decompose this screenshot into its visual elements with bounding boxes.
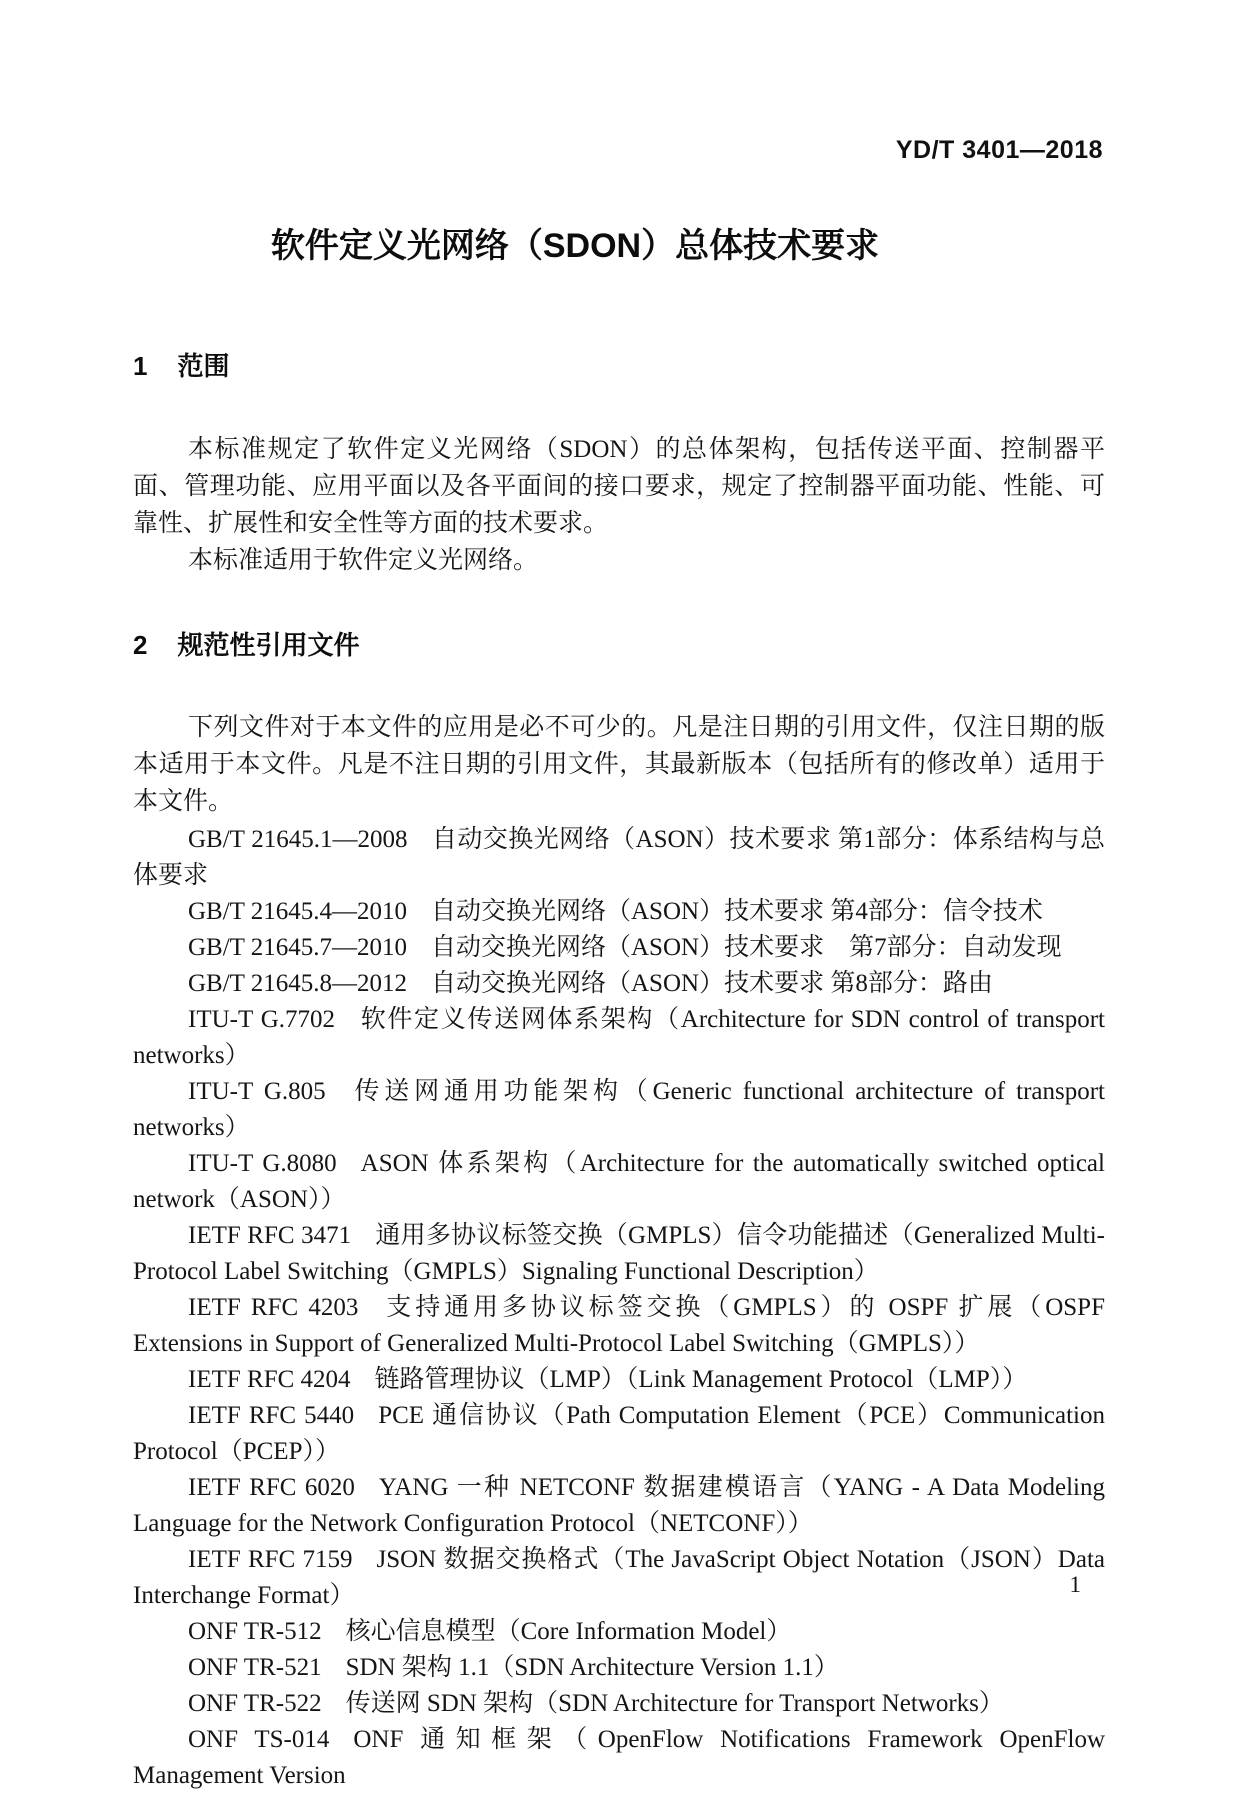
reference-text: 核心信息模型（Core Information Model） [345,1618,792,1645]
section-references-heading [133,627,1105,663]
reference-text: 软件定义传送网体系架构（Architecture for SDN control of transport networks） [133,1006,1105,1069]
reference-item [133,1074,1105,1146]
references-intro-paragraph: 下列文件对于本文件的应用是必不可少的。凡是注日期的引用文件，仅注日期的版本适用于本文件。凡是不注日期的引用文件，其最新版本（包括所有的修改单）适用于本文件。 [133,714,1105,815]
reference-code: ITU-T G.805 [188,1078,326,1105]
page-number: 1 [1069,1572,1081,1597]
reference-code: IETF RFC 3471 [188,1222,352,1249]
reference-text: YANG 一种 NETCONF 数据建模语言（YANG - A Data Modeling Language for the Network Configuration Protocol（NETCONF）） [133,1474,1105,1537]
page-content [133,348,1105,1794]
reference-item [133,1722,1105,1794]
reference-item [133,1218,1105,1290]
reference-text: 自动交换光网络（ASON）技术要求 第8部分：路由 [431,970,993,997]
reference-code: ONF TR-521 [188,1654,322,1681]
reference-code: IETF RFC 4204 [188,1366,351,1393]
reference-text: SDN 架构 1.1（SDN Architecture Version 1.1） [345,1654,839,1681]
reference-item [133,930,1105,966]
reference-code: GB/T 21645.4—2010 [188,898,407,925]
reference-item [133,1542,1105,1614]
reference-item [133,1686,1105,1722]
reference-item [133,1650,1105,1686]
reference-item [133,1470,1105,1542]
reference-text: ONF 通知框架（OpenFlow Notifications Framework OpenFlow Management Version [133,1726,1105,1789]
reference-code: IETF RFC 7159 [188,1546,353,1573]
reference-item [133,1002,1105,1074]
reference-item [133,1614,1105,1650]
reference-text: 链路管理协议（LMP）（Link Management Protocol（LMP）） [374,1366,1028,1393]
reference-code: GB/T 21645.1—2008 [188,826,408,853]
doc-title: 软件定义光网络（SDON）总体技术要求 [270,227,880,265]
reference-code: IETF RFC 6020 [188,1474,355,1501]
reference-item [133,1290,1105,1362]
reference-code: ONF TS-014 [188,1726,330,1753]
scope-paragraph: 本标准规定了软件定义光网络（SDON）的总体架构，包括传送平面、控制器平面、管理功能、应用平面以及各平面间的接口要求，规定了控制器平面功能、性能、可靠性、扩展性和安全性等方面的技术要求。 [133,436,1105,537]
reference-code: IETF RFC 5440 [188,1402,355,1429]
section-number: 1 [133,351,148,381]
reference-item [133,894,1105,930]
reference-text: 自动交换光网络（ASON）技术要求 第1部分：体系结构与总体要求 [133,826,1105,889]
reference-code: ITU-T G.7702 [188,1006,336,1033]
reference-code: ITU-T G.8080 [188,1150,337,1177]
section-scope-heading [133,348,1105,384]
reference-code: GB/T 21645.7—2010 [188,934,407,961]
doc-number: YD/T 3401—2018 [895,136,1103,164]
references-list [133,822,1105,1794]
reference-item [133,1146,1105,1218]
reference-text: 传送网通用功能架构（Generic functional architecture of transport networks） [133,1078,1105,1141]
reference-text: 自动交换光网络（ASON）技术要求 第4部分：信令技术 [431,898,1043,925]
reference-code: ONF TR-522 [188,1690,322,1717]
reference-item [133,1362,1105,1398]
reference-item [133,822,1105,894]
reference-code: IETF RFC 4203 [188,1294,359,1321]
reference-item [133,966,1105,1002]
section-title: 规范性引用文件 [177,630,360,660]
reference-text: ASON 体系架构（Architecture for the automatically switched optical network（ASON）） [133,1150,1105,1213]
section-title: 范围 [177,351,230,381]
scope-applicability-paragraph: 本标准适用于软件定义光网络。 [188,547,539,574]
reference-code: ONF TR-512 [188,1618,322,1645]
section-number: 2 [133,630,148,660]
reference-text: PCE 通信协议（Path Computation Element（PCE）Communication Protocol（PCEP）） [133,1402,1105,1465]
reference-text: 通用多协议标签交换（GMPLS）信令功能描述（Generalized Multi-Protocol Label Switching（GMPLS）Signaling Functional Description） [133,1222,1105,1285]
reference-code: GB/T 21645.8—2012 [188,970,407,997]
reference-text: JSON 数据交换格式（The JavaScript Object Notation（JSON）Data Interchange Format） [133,1546,1105,1609]
reference-text: 传送网 SDN 架构（SDN Architecture for Transport Networks） [345,1690,1004,1717]
reference-text: 支持通用多协议标签交换（GMPLS）的 OSPF 扩展（OSPF Extensions in Support of Generalized Multi-Protocol Label Switching（GMPLS）） [133,1294,1105,1357]
reference-item [133,1398,1105,1470]
reference-text: 自动交换光网络（ASON）技术要求 第7部分：自动发现 [431,934,1062,961]
